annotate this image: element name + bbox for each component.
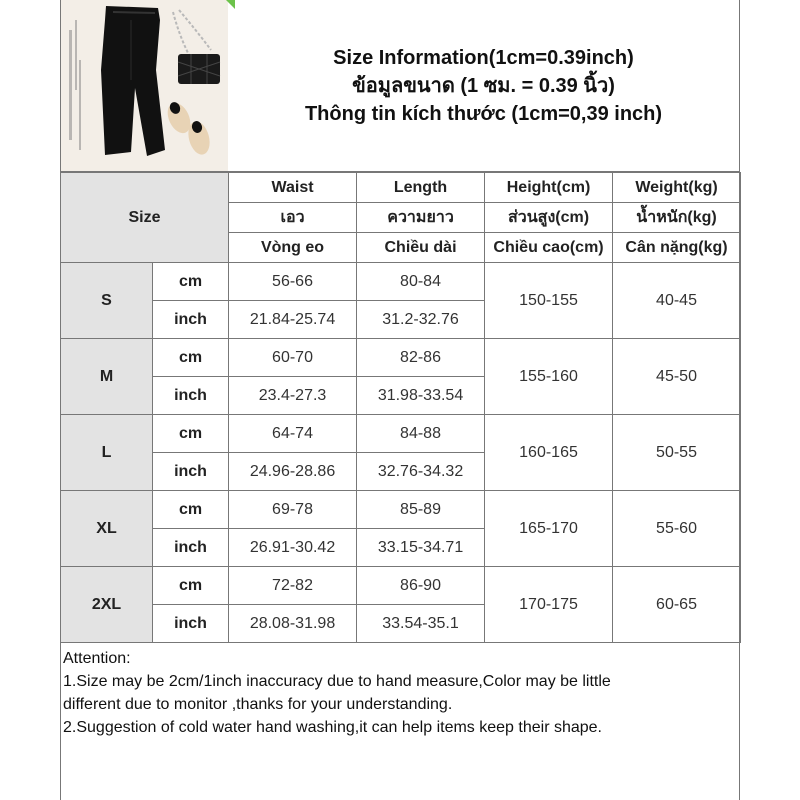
weight-range: 55-60	[613, 491, 741, 567]
length-header-vi: Chiều dài	[357, 233, 485, 263]
attention-heading: Attention:	[63, 650, 131, 667]
height-range: 150-155	[485, 263, 613, 339]
product-photo	[61, 0, 228, 171]
unit-cm: cm	[153, 339, 229, 377]
weight-range: 60-65	[613, 567, 741, 643]
weight-header-vi: Cân nặng(kg)	[613, 233, 741, 263]
weight-range: 40-45	[613, 263, 741, 339]
unit-inch: inch	[153, 453, 229, 491]
waist-cm: 56-66	[229, 263, 357, 301]
waist-cm: 69-78	[229, 491, 357, 529]
attention-line-3: 2.Suggestion of cold water hand washing,it can help items keep their shape.	[63, 719, 602, 736]
unit-inch: inch	[153, 605, 229, 643]
waist-cm: 60-70	[229, 339, 357, 377]
weight-header-en: Weight(kg)	[613, 173, 741, 203]
length-header-en: Length	[357, 173, 485, 203]
size-label: M	[61, 339, 153, 415]
height-range: 155-160	[485, 339, 613, 415]
size-label: L	[61, 415, 153, 491]
unit-inch: inch	[153, 377, 229, 415]
size-label: S	[61, 263, 153, 339]
length-inch: 31.2-32.76	[357, 301, 485, 339]
unit-cm: cm	[153, 415, 229, 453]
attention-line-1: 1.Size may be 2cm/1inch inaccuracy due to hand measure,Color may be little	[63, 673, 611, 690]
table-row	[61, 263, 741, 301]
length-inch: 33.54-35.1	[357, 605, 485, 643]
length-cm: 86-90	[357, 567, 485, 605]
waist-cm: 72-82	[229, 567, 357, 605]
waist-inch: 23.4-27.3	[229, 377, 357, 415]
table-row	[61, 339, 741, 377]
attention-line-2: different due to monitor ,thanks for your understanding.	[63, 696, 453, 713]
size-label: 2XL	[61, 567, 153, 643]
height-range: 160-165	[485, 415, 613, 491]
length-inch: 32.76-34.32	[357, 453, 485, 491]
length-inch: 33.15-34.71	[357, 529, 485, 567]
length-cm: 84-88	[357, 415, 485, 453]
pants-photo-icon	[61, 0, 228, 171]
waist-inch: 26.91-30.42	[229, 529, 357, 567]
size-label: XL	[61, 491, 153, 567]
unit-inch: inch	[153, 529, 229, 567]
length-inch: 31.98-33.54	[357, 377, 485, 415]
unit-cm: cm	[153, 263, 229, 301]
height-header-vi: Chiều cao(cm)	[485, 233, 613, 263]
table-row	[61, 491, 741, 529]
length-cm: 85-89	[357, 491, 485, 529]
attention-notes	[60, 644, 740, 800]
waist-inch: 28.08-31.98	[229, 605, 357, 643]
height-header-en: Height(cm)	[485, 173, 613, 203]
waist-inch: 21.84-25.74	[229, 301, 357, 339]
title-vietnamese: Thông tin kích thước (1cm=0,39 inch)	[304, 102, 663, 125]
title-english: Size Information(1cm=0.39inch)	[333, 46, 634, 69]
weight-range: 45-50	[613, 339, 741, 415]
size-column-header: Size	[61, 173, 229, 263]
waist-cm: 64-74	[229, 415, 357, 453]
title-thai: ข้อมูลขนาด (1 ซม. = 0.39 นิ้ว)	[352, 74, 615, 97]
table-row	[61, 567, 741, 605]
length-cm: 82-86	[357, 339, 485, 377]
height-range: 170-175	[485, 567, 613, 643]
height-header-th: ส่วนสูง(cm)	[485, 203, 613, 233]
unit-cm: cm	[153, 567, 229, 605]
size-table	[60, 172, 741, 643]
unit-inch: inch	[153, 301, 229, 339]
title-block	[228, 0, 739, 171]
waist-inch: 24.96-28.86	[229, 453, 357, 491]
height-range: 165-170	[485, 491, 613, 567]
length-cm: 80-84	[357, 263, 485, 301]
waist-header-en: Waist	[229, 173, 357, 203]
table-row	[61, 415, 741, 453]
unit-cm: cm	[153, 491, 229, 529]
length-header-th: ความยาว	[357, 203, 485, 233]
weight-header-th: น้ำหนัก(kg)	[613, 203, 741, 233]
waist-header-th: เอว	[229, 203, 357, 233]
weight-range: 50-55	[613, 415, 741, 491]
waist-header-vi: Vòng eo	[229, 233, 357, 263]
